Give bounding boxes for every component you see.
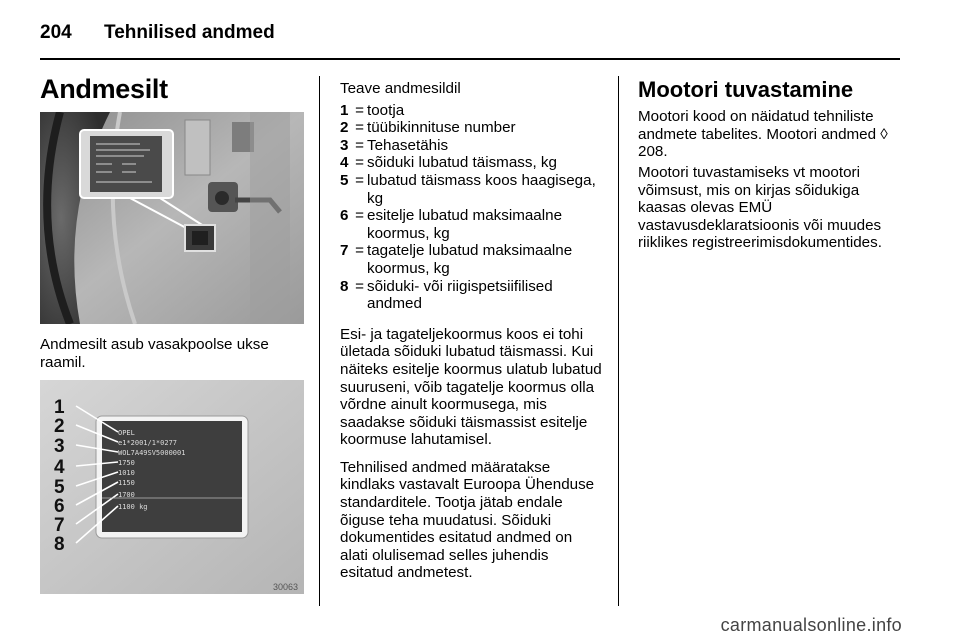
id-plate-photo xyxy=(40,380,304,594)
callout-8: 8 xyxy=(54,534,65,555)
page-header xyxy=(40,22,275,44)
list-item: 2 = tüübikinnituse number xyxy=(340,119,516,137)
plate-line: OPEL xyxy=(118,429,135,437)
plate-line: 1700 xyxy=(118,491,135,499)
list-item: 1 = tootja xyxy=(340,101,405,119)
plate-line: 1010 xyxy=(118,469,135,477)
page-number: 204 xyxy=(40,22,72,43)
callout-3: 3 xyxy=(54,436,65,457)
list-item: 4 = sõiduki lubatud täismass, kg xyxy=(340,154,557,172)
plate-line: 1100 kg xyxy=(118,503,148,511)
list-item: 3 = Tehasetähis xyxy=(340,136,449,154)
list-item: 5 = lubatud täismass koos haagisega, kg xyxy=(340,171,596,207)
list-item: 8 = sõiduki- või riigispetsiifilised andmed xyxy=(340,277,553,313)
image-number: 30063 xyxy=(272,582,298,592)
paragraph-axle-load: Esi- ja tagateljekoormus koos ei tohi ületada sõiduki lubatud täismassi. Kui näiteks esitelje koormus ulatub lubatud suuruseni, võib tagatelje koormus olla võrdne ainult koormusega, mis saadakse sõiduki täismassist esitelje koormuse lahutamisel. xyxy=(340,325,602,449)
figure-caption: Andmesilt asub vasakpoolse ukse raamil. xyxy=(40,336,269,371)
plate-line: 1150 xyxy=(118,479,135,487)
column-divider xyxy=(618,76,619,606)
callout-2: 2 xyxy=(54,416,65,437)
plate-line: 1750 xyxy=(118,459,135,467)
paragraph-engine-code: Mootori kood on näidatud tehniliste andmete tabelites. Mootori andmed ◊ 208. xyxy=(638,108,888,161)
callout-6: 6 xyxy=(54,496,65,517)
header-rule xyxy=(40,58,900,60)
callout-1: 1 xyxy=(54,397,65,418)
section-heading-engine: Mootori tuvastamine xyxy=(638,77,854,102)
list-item: 7 = tagatelje lubatud maksimaalne koormus, kg xyxy=(340,242,573,277)
plate-line: WOL7A49SV5000001 xyxy=(118,449,186,457)
plate-line: e1*2001/1*0277 xyxy=(118,439,178,447)
callout-4: 4 xyxy=(54,457,65,478)
column-divider xyxy=(319,76,320,606)
paragraph-engine-power: Mootori tuvastamiseks vt mootori võimsust, mis on kirjas sõidukiga kaasas olevas EMÜ vastavusdeklaratsioonis või muudes riiklikes registreerimisdokumentides. xyxy=(638,164,882,252)
plate-info-list xyxy=(340,102,604,313)
callout-5: 5 xyxy=(54,477,65,498)
section-heading-andmesilt: Andmesilt xyxy=(40,74,168,104)
list-intro: Teave andmesildil xyxy=(340,80,461,97)
paragraph-standards: Tehnilised andmed määratakse kindlaks vastavalt Euroopa Ühenduse standarditele. Tootja jätab endale õiguse teha muudatusi. Sõiduki dokumentides esitatud andmed on alati olulisemad selles juhendis esitatud andmetest. xyxy=(340,458,595,582)
list-item: 6 = esitelje lubatud maksimaalne koormus, kg xyxy=(340,207,563,242)
watermark: carmanualsonline.info xyxy=(720,615,902,635)
callout-7: 7 xyxy=(54,515,65,536)
door-frame-photo xyxy=(40,112,304,324)
chapter-title: Tehnilised andmed xyxy=(104,22,275,43)
